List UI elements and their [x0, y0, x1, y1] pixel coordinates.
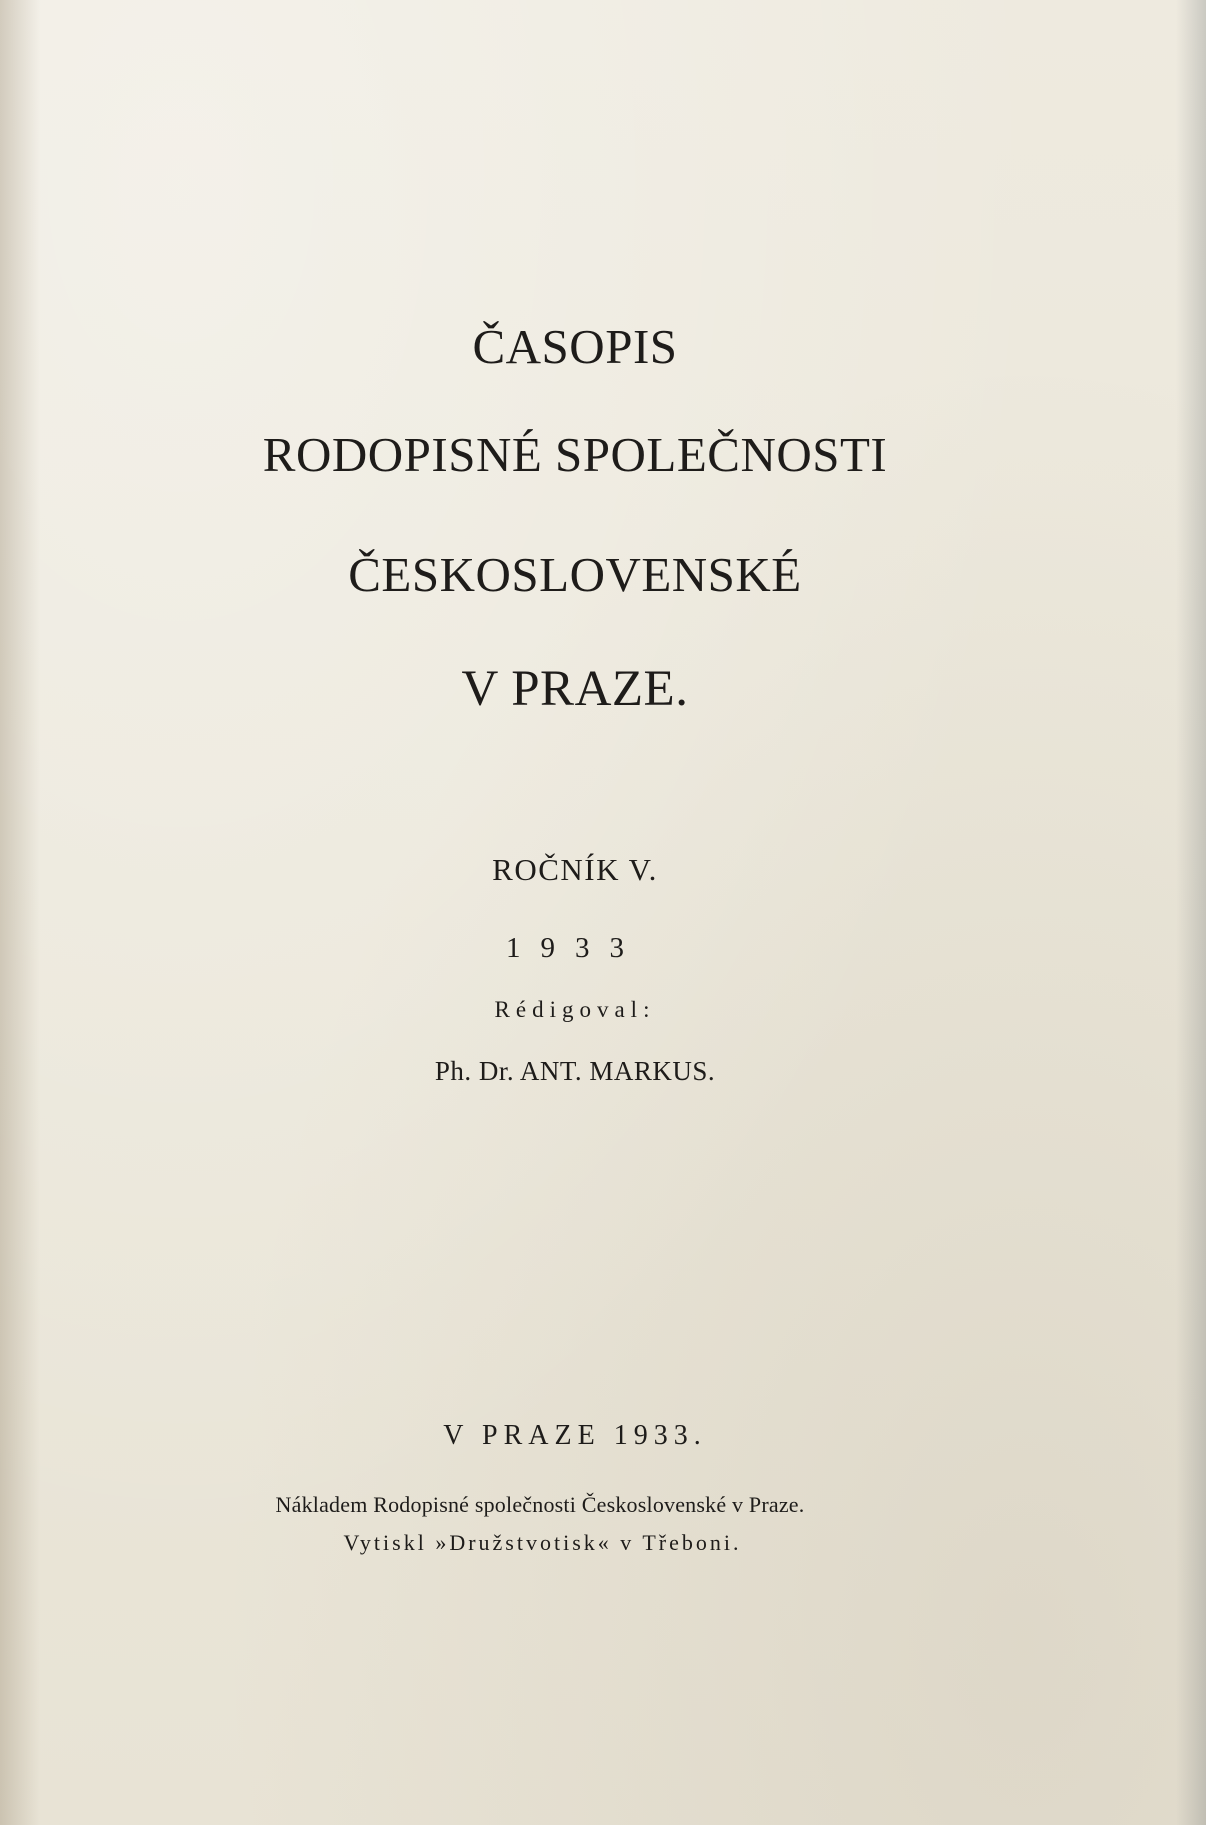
edited-by-label: Rédigoval: [494, 997, 656, 1022]
imprint-place-year: V PRAZE 1933. [443, 1420, 707, 1451]
publication-year: 1933 [506, 932, 644, 964]
imprint-publisher: Nákladem Rodopisné společnosti Československé v Praze. [275, 1492, 805, 1517]
journal-title-line-1: ČASOPIS [472, 319, 678, 374]
journal-title-line-4: V PRAZE. [461, 661, 689, 717]
imprint-printer: Vytiskl »Družstvotisk« v Třeboni. [343, 1530, 742, 1555]
volume-number: ROČNÍK V. [492, 852, 658, 887]
editor-name: Ph. Dr. ANT. MARKUS. [434, 1056, 716, 1086]
journal-title-line-3: ČESKOSLOVENSKÉ [348, 547, 802, 602]
journal-title-line-2: RODOPISNÉ SPOLEČNOSTI [262, 427, 888, 482]
